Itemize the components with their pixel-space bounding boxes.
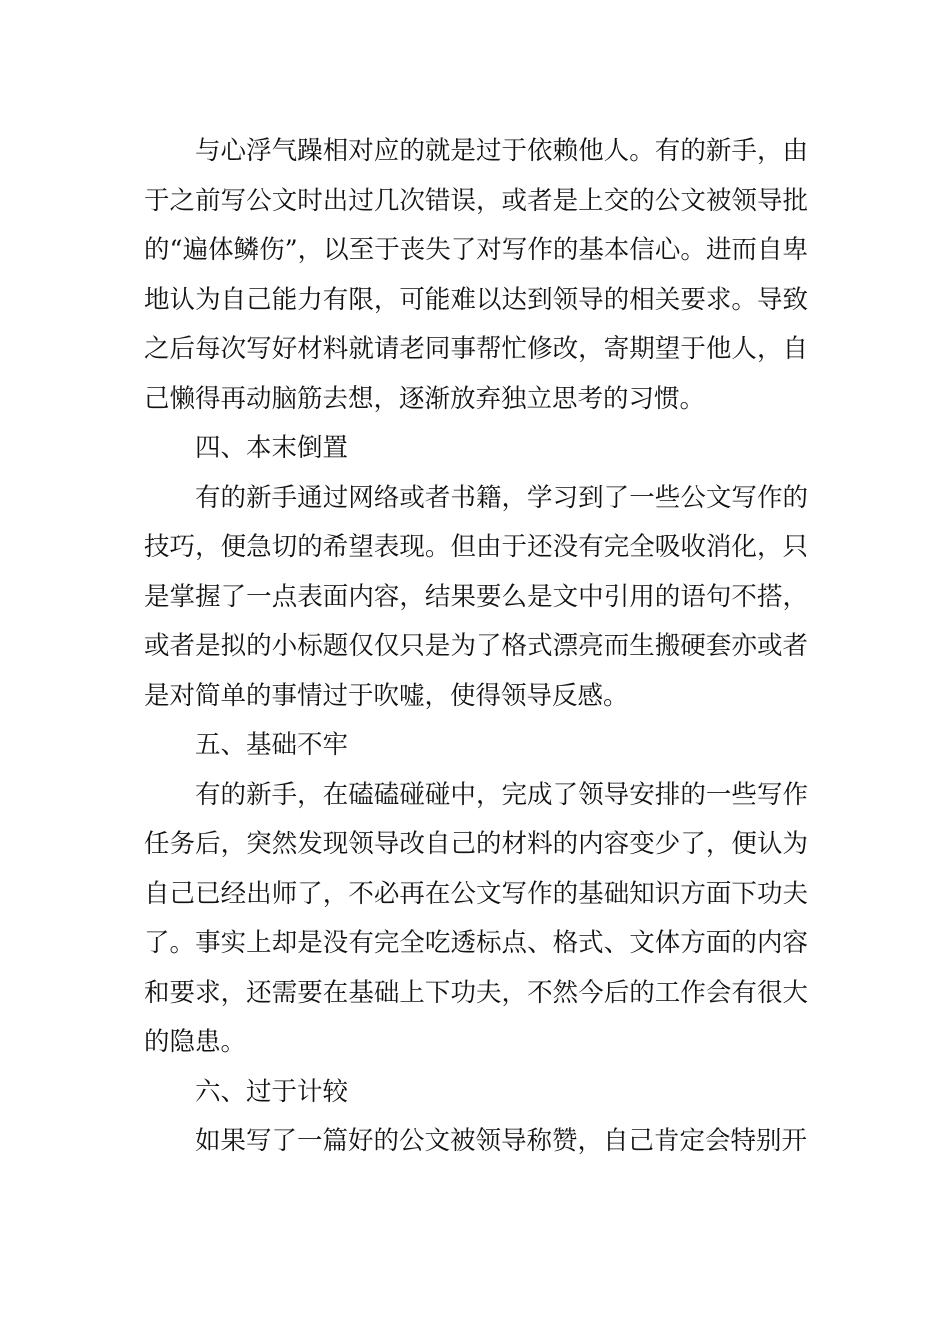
paragraph-putting-cart-before-horse: 有的新手通过网络或者书籍，学习到了一些公文写作的技巧，便急切的希望表现。但由于还没有完全吸收消化，只是掌握了一点表面内容，结果要么是文中引用的语句不搭，或者是拟的小标题仅仅只是为了格式漂亮而生搬硬套亦或者是对简单的事情过于吹嘘，使得领导反感。 [144, 482, 808, 711]
section-heading-5: 五、基础不牢 [195, 730, 349, 760]
paragraph-weak-foundation: 有的新手，在磕磕碰碰中，完成了领导安排的一些写作任务后，突然发现领导改自己的材料的内容变少了，便认为自己已经出师了，不必再在公文写作的基础知识方面下功夫了。事实上却是没有完全吃透标点、格式、文体方面的内容和要求，还需要在基础上下功夫，不然今后的工作会有很大的隐患。 [144, 779, 808, 1057]
section-heading-4: 四、本末倒置 [195, 433, 349, 463]
paragraph-too-calculating: 如果写了一篇好的公文被领导称赞，自己肯定会特别开 [195, 1126, 808, 1156]
section-heading-6: 六、过于计较 [195, 1076, 349, 1107]
paragraph-over-reliance: 与心浮气躁相对应的就是过于依赖他人。有的新手，由于之前写公文时出过几次错误，或者是上交的公文被领导批的“遍体鳞伤”，以至于丧失了对写作的基本信心。进而自卑地认为自己能力有限，可能难以达到领导的相关要求。导致之后每次写好材料就请老同事帮忙修改，寄期望于他人，自己懒得再动脑筋去想，逐渐放弃独立思考的习惯。 [144, 136, 808, 414]
document-page [144, 127, 808, 1167]
